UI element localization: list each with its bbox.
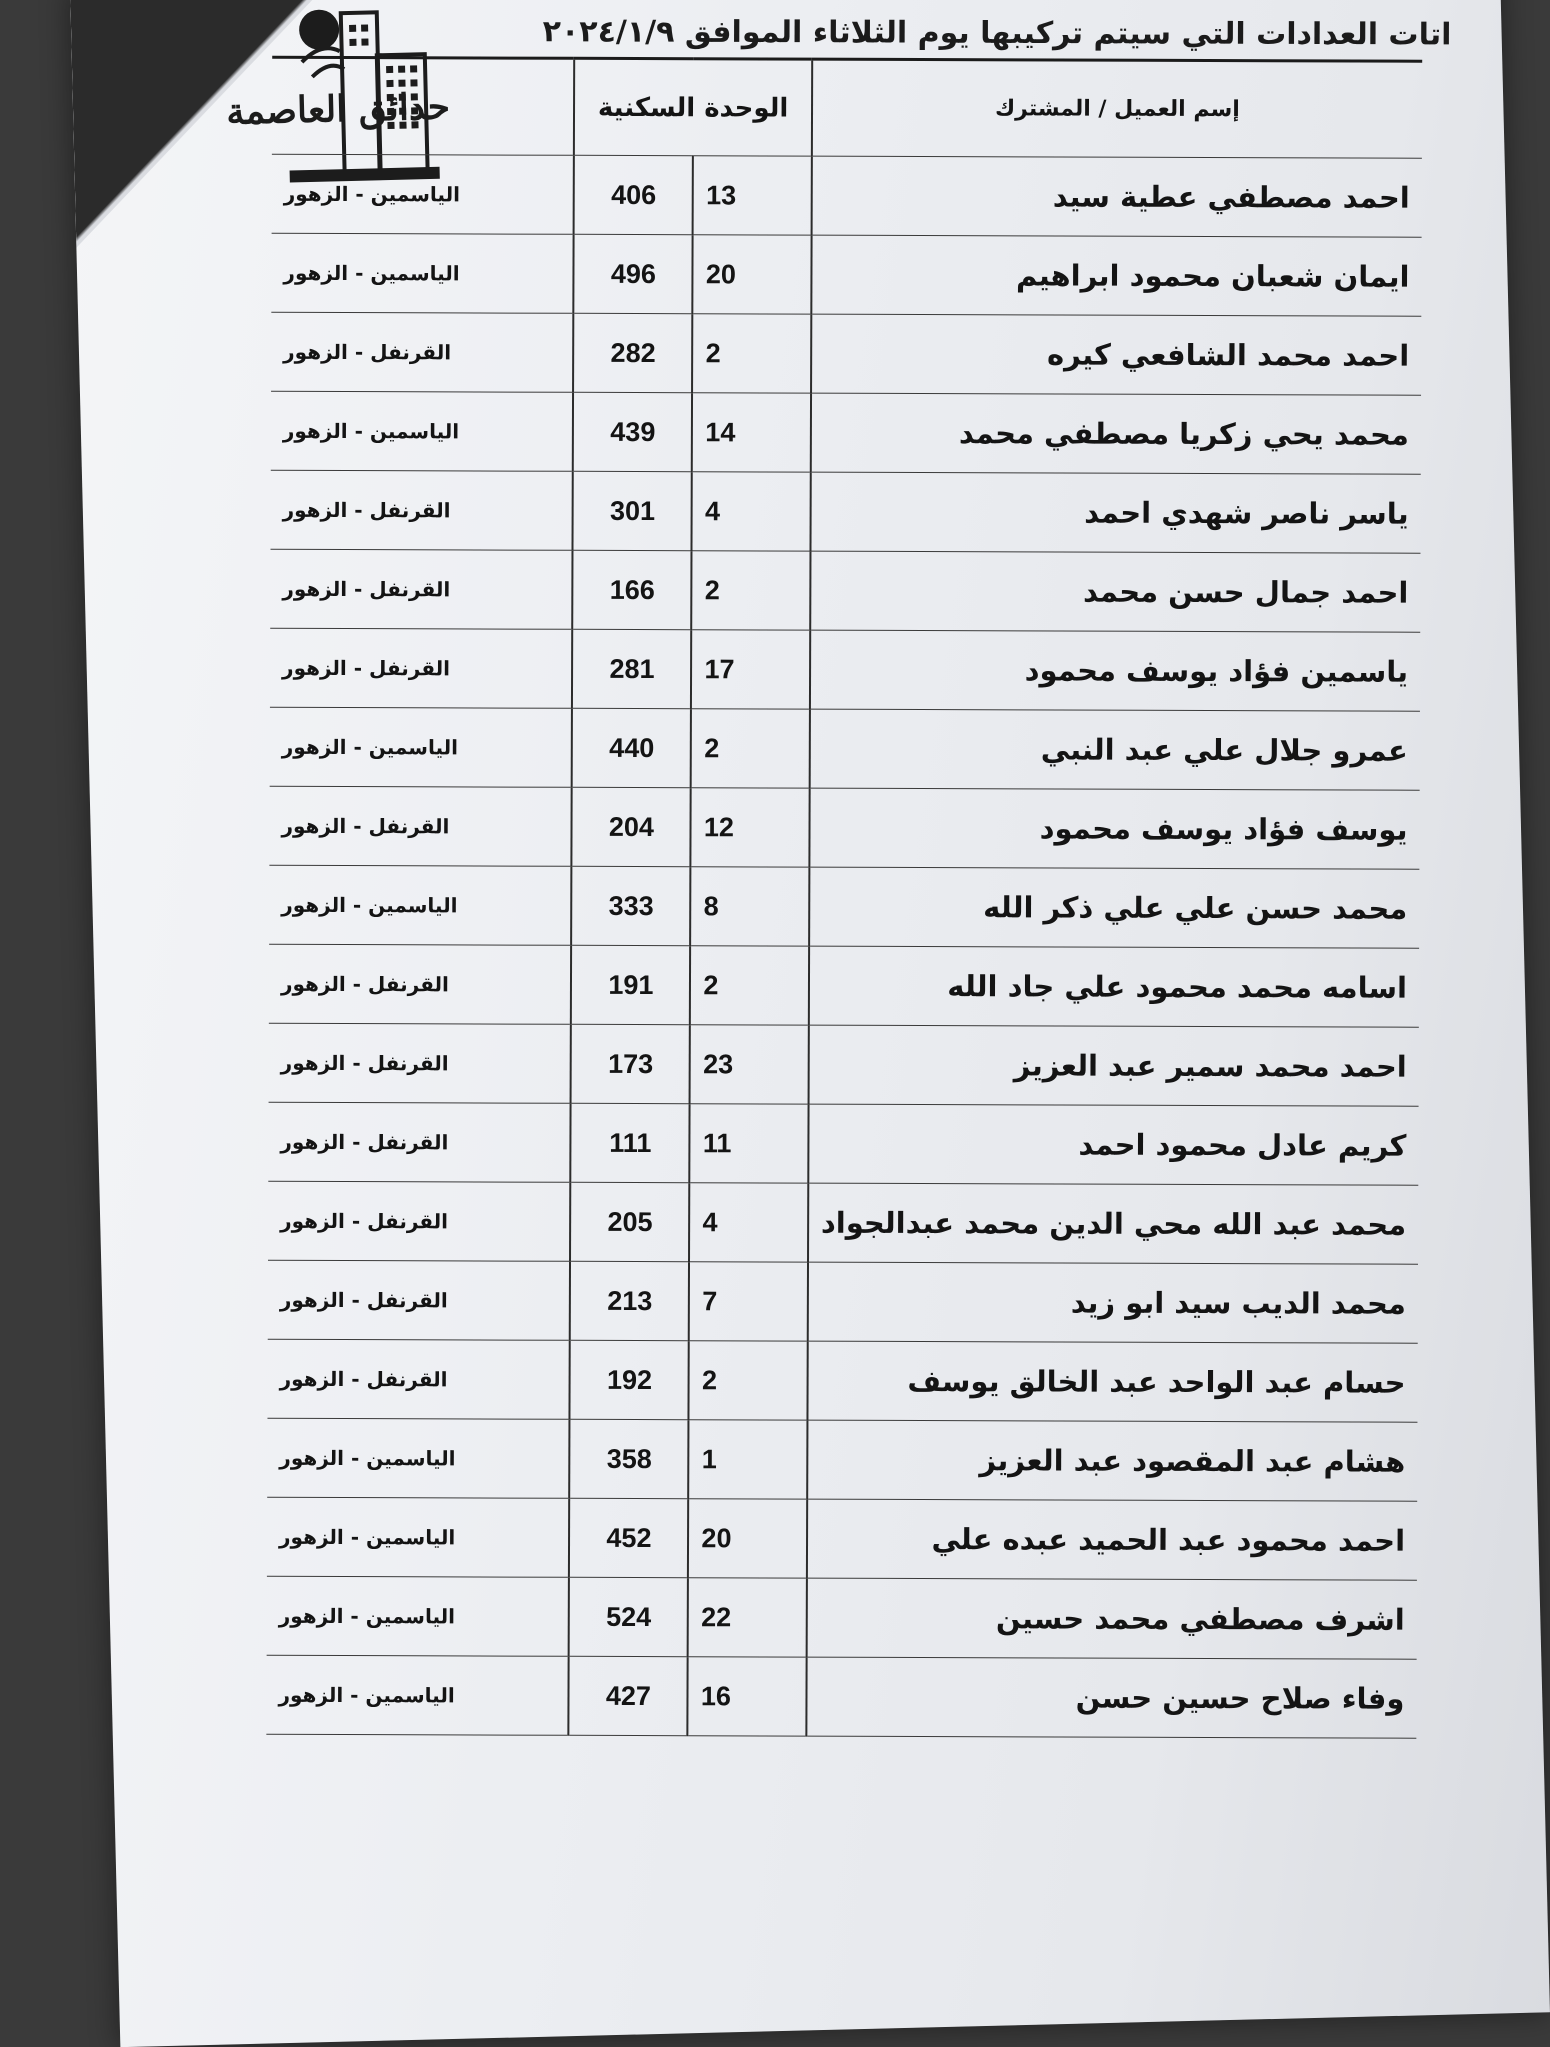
table-row	[271, 233, 1421, 316]
building-number: 22	[688, 1578, 807, 1657]
customer-name: احمد جمال حسن محمد	[810, 551, 1421, 632]
building-number: 11	[690, 1104, 809, 1183]
table-row	[267, 1418, 1417, 1501]
area-name: الياسمين - الزهور	[267, 1418, 570, 1498]
area-name: القرنفل - الزهور	[268, 1181, 571, 1261]
page-title: اتات العدادات التي سيتم تركيبها يوم الثلاثاء الموافق ٢٠٢٤/١/٩	[542, 14, 1452, 53]
table-row	[270, 628, 1420, 711]
building-number: 4	[692, 472, 811, 551]
table-row	[269, 865, 1419, 948]
customer-name: ياسمين فؤاد يوسف محمود	[810, 630, 1421, 711]
building-number: 12	[691, 788, 810, 867]
table-row	[267, 1339, 1417, 1422]
customer-name: احمد محمد الشافعي كيره	[811, 314, 1422, 395]
area-name: القرنفل - الزهور	[268, 1102, 571, 1182]
customer-name: هشام عبد المقصود عبد العزيز	[807, 1420, 1418, 1501]
unit-number: 301	[573, 471, 692, 550]
unit-number: 192	[570, 1340, 689, 1419]
unit-number: 439	[573, 392, 692, 471]
unit-number: 496	[574, 234, 693, 313]
area-name: القرنفل - الزهور	[270, 628, 573, 708]
unit-number: 205	[570, 1182, 689, 1261]
area-name: القرنفل - الزهور	[268, 1260, 571, 1340]
customer-name: محمد عبد الله محي الدين محمد عبدالجواد	[808, 1183, 1419, 1264]
area-name: الياسمين - الزهور	[267, 1576, 570, 1656]
customer-name: محمد حسن علي علي ذكر الله	[809, 867, 1420, 948]
building-number: 1	[689, 1420, 808, 1499]
unit-number: 173	[571, 1024, 690, 1103]
area-name: الياسمين - الزهور	[266, 1655, 569, 1735]
header-area	[272, 57, 575, 155]
table-row	[268, 1260, 1418, 1343]
customer-name: ايمان شعبان محمود ابراهيم	[811, 235, 1422, 316]
table-row	[269, 944, 1419, 1027]
unit-number: 333	[572, 866, 691, 945]
unit-number: 213	[570, 1261, 689, 1340]
table-row	[268, 1181, 1418, 1264]
building-number: 23	[690, 1025, 809, 1104]
table-row	[270, 470, 1420, 553]
area-name: القرنفل - الزهور	[267, 1339, 570, 1419]
area-name: الياسمين - الزهور	[271, 233, 574, 313]
area-name: القرنفل - الزهور	[271, 312, 574, 392]
building-number: 2	[690, 946, 809, 1025]
customer-name: احمد مصطفي عطية سيد	[811, 156, 1422, 237]
table-row	[269, 786, 1419, 869]
table-row	[270, 707, 1420, 790]
table-row	[269, 1023, 1419, 1106]
customer-name: احمد محمود عبد الحميد عبده علي	[807, 1499, 1418, 1580]
building-number: 2	[692, 551, 811, 630]
customer-name: عمرو جلال علي عبد النبي	[809, 709, 1420, 790]
building-number: 13	[693, 156, 812, 235]
area-name: الياسمين - الزهور	[267, 1497, 570, 1577]
building-number: 7	[689, 1262, 808, 1341]
table-header-row	[272, 57, 1422, 158]
customer-name: كريم عادل محمود احمد	[808, 1104, 1419, 1185]
table-row	[270, 549, 1420, 632]
table-row	[268, 1102, 1418, 1185]
building-number: 20	[693, 235, 812, 314]
building-number: 17	[691, 630, 810, 709]
unit-number: 440	[572, 708, 691, 787]
table-row	[266, 1655, 1416, 1738]
header-customer-name: إسم العميل / المشترك	[812, 59, 1423, 158]
customer-name: حسام عبد الواحد عبد الخالق يوسف	[807, 1341, 1418, 1422]
customer-name: ياسر ناصر شهدي احمد	[810, 472, 1421, 553]
customer-name: احمد محمد سمير عبد العزيز	[808, 1025, 1419, 1106]
unit-number: 524	[569, 1577, 688, 1656]
building-number: 14	[692, 393, 811, 472]
customer-name: اسامه محمد محمود علي جاد الله	[809, 946, 1420, 1027]
customer-name: وفاء صلاح حسين حسن	[806, 1657, 1417, 1738]
paper-sheet	[70, 0, 1550, 2047]
unit-number: 358	[570, 1419, 689, 1498]
building-number: 16	[688, 1657, 807, 1736]
logo-text: حدائق العاصمة	[225, 85, 451, 133]
area-name: الياسمين - الزهور	[270, 707, 573, 787]
table-row	[271, 391, 1421, 474]
customer-name: يوسف فؤاد يوسف محمود	[809, 788, 1420, 869]
meters-table	[266, 56, 1422, 1739]
area-name: القرنفل - الزهور	[269, 786, 572, 866]
header-residential-unit: الوحدة السكنية	[574, 58, 812, 156]
table-row	[267, 1576, 1417, 1659]
customer-name: محمد الديب سيد ابو زيد	[807, 1262, 1418, 1343]
customer-name: محمد يحي زكريا مصطفي محمد	[811, 393, 1422, 474]
area-name: الياسمين - الزهور	[269, 865, 572, 945]
building-number: 2	[692, 314, 811, 393]
unit-number: 166	[573, 550, 692, 629]
building-number: 20	[688, 1499, 807, 1578]
area-name: الياسمين - الزهور	[271, 391, 574, 471]
unit-number: 281	[572, 629, 691, 708]
unit-number: 204	[572, 787, 691, 866]
unit-number: 191	[571, 945, 690, 1024]
building-number: 2	[691, 709, 810, 788]
area-name: القرنفل - الزهور	[270, 549, 573, 629]
unit-number: 427	[569, 1656, 688, 1735]
building-number: 2	[689, 1341, 808, 1420]
building-number: 8	[691, 867, 810, 946]
unit-number: 452	[569, 1498, 688, 1577]
area-name: الياسمين - الزهور	[272, 154, 575, 234]
table-row	[267, 1497, 1417, 1580]
building-number: 4	[689, 1183, 808, 1262]
unit-number: 111	[571, 1103, 690, 1182]
area-name: القرنفل - الزهور	[269, 1023, 572, 1103]
table-row	[271, 312, 1421, 395]
customer-name: اشرف مصطفي محمد حسين	[806, 1578, 1417, 1659]
table-body	[266, 154, 1422, 1738]
unit-number: 282	[573, 313, 692, 392]
table-row	[272, 154, 1422, 237]
area-name: القرنفل - الزهور	[269, 944, 572, 1024]
area-name: القرنفل - الزهور	[270, 470, 573, 550]
unit-number: 406	[574, 155, 693, 234]
